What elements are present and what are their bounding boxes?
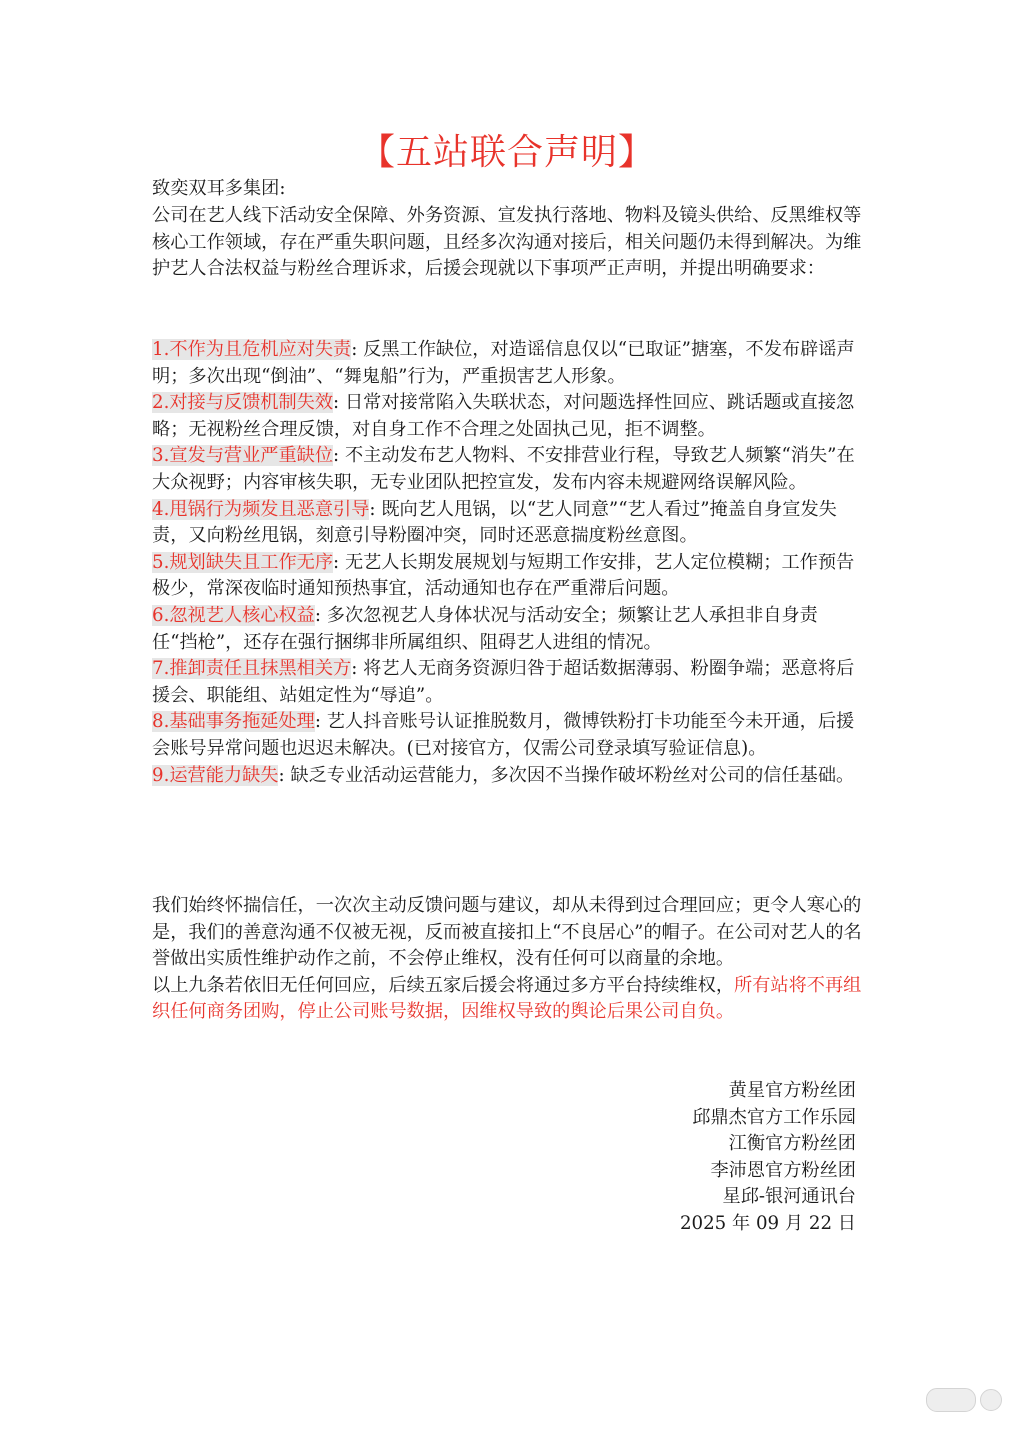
- item-heading: 6.忽视艺人核心权益: [152, 604, 315, 626]
- item-separator: :: [314, 711, 321, 733]
- list-item: [152, 603, 862, 656]
- signatory: 李沛恩官方粉丝团: [710, 1159, 856, 1181]
- document-date: 2025 年 09 月 22 日: [679, 1212, 856, 1234]
- item-separator: :: [333, 445, 340, 467]
- item-text: 缺乏专业活动运营能力，多次因不当操作破坏粉丝对公司的信任基础。: [284, 764, 855, 786]
- item-heading: 2.对接与反馈机制失效: [152, 392, 334, 414]
- item-text: 反黑工作缺位，对造谣信息仅以“已取证”搪塞，不发布辟谣声明；多次出现“倒油”、“舞鬼船”行为，严重损害艺人形象。: [152, 339, 855, 387]
- item-separator: :: [333, 392, 340, 414]
- closing-section: [152, 893, 862, 1026]
- list-item: [152, 337, 862, 390]
- list-item: [152, 763, 862, 790]
- watermark-badge: [926, 1388, 1002, 1412]
- item-heading: 4.甩锅行为频发且恶意引导: [152, 498, 370, 520]
- list-item: [152, 550, 862, 603]
- signatory: 江衡官方粉丝团: [728, 1133, 856, 1155]
- salutation: 致奕双耳多集团:: [152, 178, 286, 199]
- item-separator: :: [351, 658, 358, 680]
- list-item: [152, 443, 862, 496]
- item-separator: :: [351, 339, 358, 360]
- item-text: 既向艺人甩锅，以“艺人同意”“艺人看过”掩盖自身宣发失责，又向粉丝甩锅，刻意引导粉圈冲突，同时还恶意揣度粉丝意图。: [152, 498, 837, 547]
- list-item: [152, 390, 862, 443]
- closing-demand-text: 以上九条若依旧无任何回应，后续五家后援会将通过多方平台持续维权，: [152, 974, 735, 996]
- list-item: [152, 497, 862, 550]
- closing-demand-emphasis: 所有站将不再组织任何商务团购，停止公司账号数据，因维权导致的舆论后果公司自负。: [152, 974, 862, 1023]
- document-title: 【五站联合声明】: [358, 132, 655, 173]
- watermark-circle-icon: [980, 1389, 1002, 1411]
- item-heading: 3.宣发与营业严重缺位: [152, 445, 334, 467]
- signatory: 星邱-银河通讯台: [722, 1186, 856, 1208]
- closing-paragraph: 我们始终怀揣信任，一次次主动反馈问题与建议，却从未得到过合理回应；更令人寒心的是，我们的善意沟通不仅被无视，反而被直接扣上“不良居心”的帽子。在公司对艺人的名誉做出实质性维护动作之前，不会停止维权，没有任何可以商量的余地。: [152, 895, 862, 970]
- grievance-list: [152, 337, 862, 789]
- item-separator: :: [314, 604, 321, 626]
- item-heading: 9.运营能力缺失: [152, 764, 279, 786]
- item-text: 不主动发布艺人物料、不安排营业行程，导致艺人频繁“消失”在大众视野；内容审核失职，无专业团队把控宣发，发布内容未规避网络误解风险。: [152, 445, 855, 493]
- signatory: 黄星官方粉丝团: [728, 1080, 856, 1101]
- item-text: 无艺人长期发展规划与短期工作安排，艺人定位模糊；工作预告极少，常深夜临时通知预热事宜，活动通知也存在严重滞后问题。: [152, 551, 855, 600]
- item-text: 将艺人无商务资源归咎于超话数据薄弱、粉圈争端；恶意将后援会、职能组、站姐定性为“辱追”。: [152, 658, 855, 706]
- item-separator: :: [278, 764, 285, 786]
- signatory: 邱鼎杰官方工作乐园: [692, 1106, 856, 1128]
- item-heading: 8.基础事务拖延处理: [152, 711, 315, 733]
- item-separator: :: [333, 551, 340, 573]
- watermark-pill-icon: [926, 1388, 976, 1412]
- closing-demand-paragraph: [152, 973, 862, 1026]
- item-text: 多次忽视艺人身体状况与活动安全；频繁让艺人承担非自身责任“挡枪”，还存在强行捆绑非所属组织、阻碍艺人进组的情况。: [152, 604, 818, 653]
- list-item: [152, 709, 862, 762]
- item-separator: :: [369, 498, 376, 520]
- item-text: 日常对接常陷入失联状态，对问题选择性回应、跳话题或直接忽略；无视粉丝合理反馈，对自身工作不合理之处固执己见，拒不调整。: [152, 392, 855, 440]
- intro-text: 公司在艺人线下活动安全保障、外务资源、宣发执行落地、物料及镜头供给、反黑维权等核心工作领域，存在严重失职问题，且经多次沟通对接后，相关问题仍未得到解决。为维护艺人合法权益与粉丝合理诉求，后援会现就以下事项严正声明，并提出明确要求：: [152, 205, 862, 280]
- list-item: [152, 656, 862, 709]
- item-heading: 7.推卸责任且抹黑相关方: [152, 658, 352, 680]
- item-heading: 5.规划缺失且工作无序: [152, 551, 334, 573]
- intro-paragraph: [152, 203, 862, 283]
- signature-block: [680, 1078, 856, 1238]
- item-text: 艺人抖音账号认证推脱数月，微博铁粉打卡功能至今未开通，后援会账号异常问题也迟迟未解决。(已对接官方，仅需公司登录填写验证信息)。: [152, 711, 855, 759]
- item-heading: 1.不作为且危机应对失责: [152, 339, 352, 360]
